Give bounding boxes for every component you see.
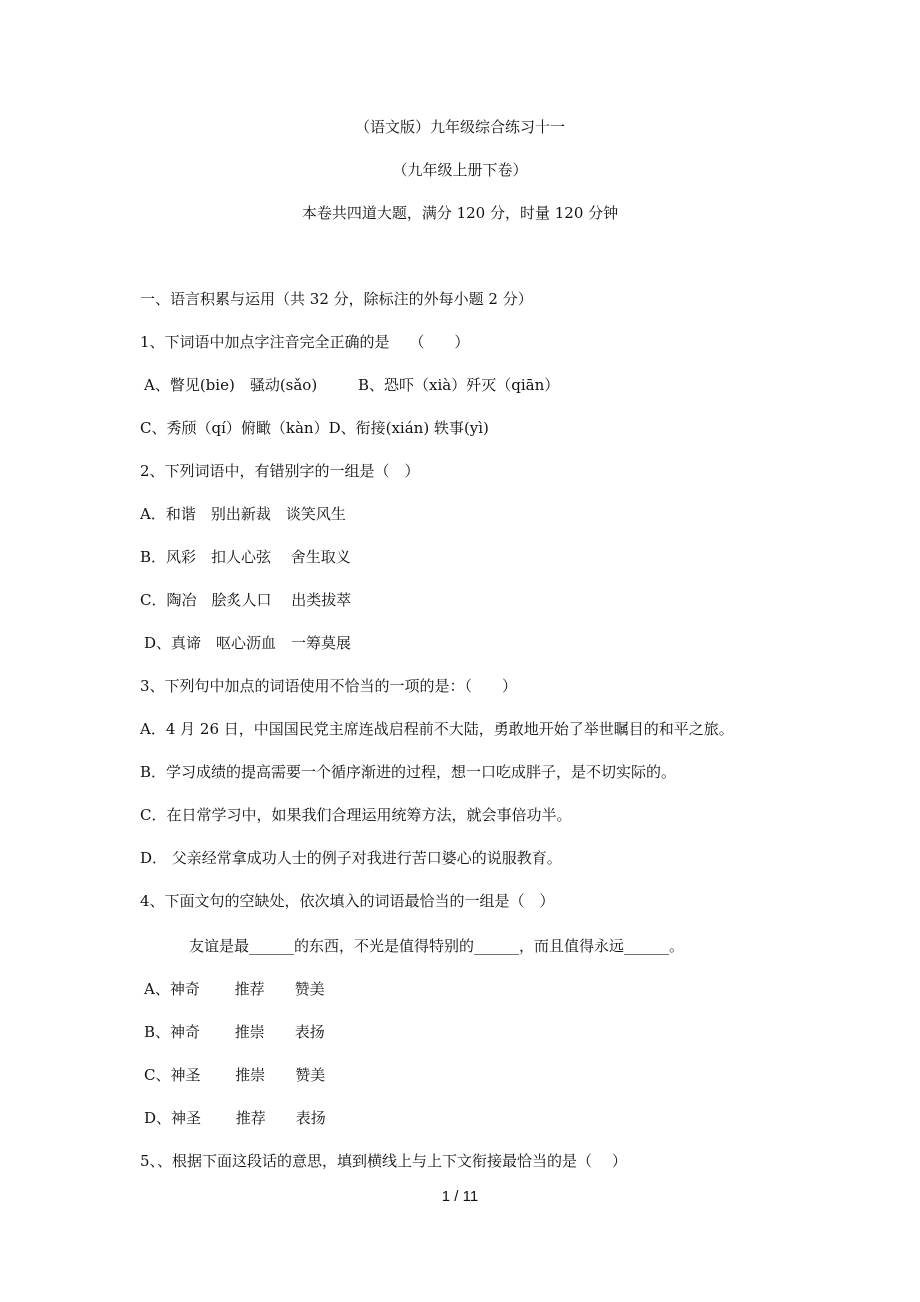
question-5-stem: 5、、根据下面这段话的意思，填到横线上与上下文衔接最恰当的是（ ） <box>140 1152 627 1170</box>
question-1-option-b: B、恐吓（xià）歼灭（qiān） <box>358 376 560 394</box>
question-1-option-a: A、瞥见(bie) 骚动(sǎo) <box>144 376 318 394</box>
doc-subtitle: （九年级上册下卷） <box>392 161 528 179</box>
question-4-option-d: D、神圣 推荐 表扬 <box>144 1109 326 1127</box>
question-3-option-b: B．学习成绩的提高需要一个循序渐进的过程，想一口吃成胖子，是不切实际的。 <box>140 763 677 781</box>
question-2-option-b: B．风彩 扣人心弦 舍生取义 <box>140 548 351 566</box>
question-1-stem: 1、下词语中加点字注音完全正确的是 （ ） <box>140 333 470 351</box>
question-1-options-cd <box>140 418 489 438</box>
doc-title: （语文版）九年级综合练习十一 <box>354 118 565 136</box>
question-1-option-c: C、秀颀（qí）俯瞰（kàn） <box>140 419 329 437</box>
doc-info: 本卷共四道大题，满分 120 分，时量 120 分钟 <box>301 204 619 222</box>
question-2-option-d: D、真谛 呕心沥血 一筹莫展 <box>144 634 352 652</box>
question-2-option-a: A．和谐 别出新裁 谈笑风生 <box>140 505 346 523</box>
question-1-options-ab <box>144 375 559 395</box>
page-number: 1 / 11 <box>441 1188 479 1205</box>
question-1-option-d: D、衔接(xián) 轶事(yì) <box>328 419 489 437</box>
question-4-option-a: A、神奇 推荐 赞美 <box>144 980 325 998</box>
question-4-option-c: C、神圣 推崇 赞美 <box>144 1066 326 1084</box>
question-3-option-c: C．在日常学习中，如果我们合理运用统筹方法，就会事倍功半。 <box>140 806 572 824</box>
question-4-passage: 友谊是最______的东西，不光是值得特别的______，而且值得永远______。 <box>189 937 685 955</box>
question-4-stem: 4、下面文句的空缺处，依次填入的词语最恰当的一组是（ ） <box>140 892 555 910</box>
question-2-stem: 2、下列词语中，有错别字的一组是（ ） <box>140 462 420 480</box>
question-3-option-a: A．4 月 26 日，中国国民党主席连战启程前不大陆，勇敢地开始了举世瞩目的和平之旅。 <box>140 720 734 738</box>
question-3-stem: 3、下列句中加点的词语使用不恰当的一项的是：（ ） <box>140 677 518 695</box>
question-4-option-b: B、神奇 推崇 表扬 <box>144 1023 325 1041</box>
question-2-option-c: C．陶冶 脍炙人口 出类拔萃 <box>140 591 352 609</box>
question-3-option-d: D． 父亲经常拿成功人士的例子对我进行苦口婆心的说服教育。 <box>140 849 562 867</box>
section-heading: 一、语言积累与运用（共 32 分，除标注的外每小题 2 分） <box>140 290 533 308</box>
